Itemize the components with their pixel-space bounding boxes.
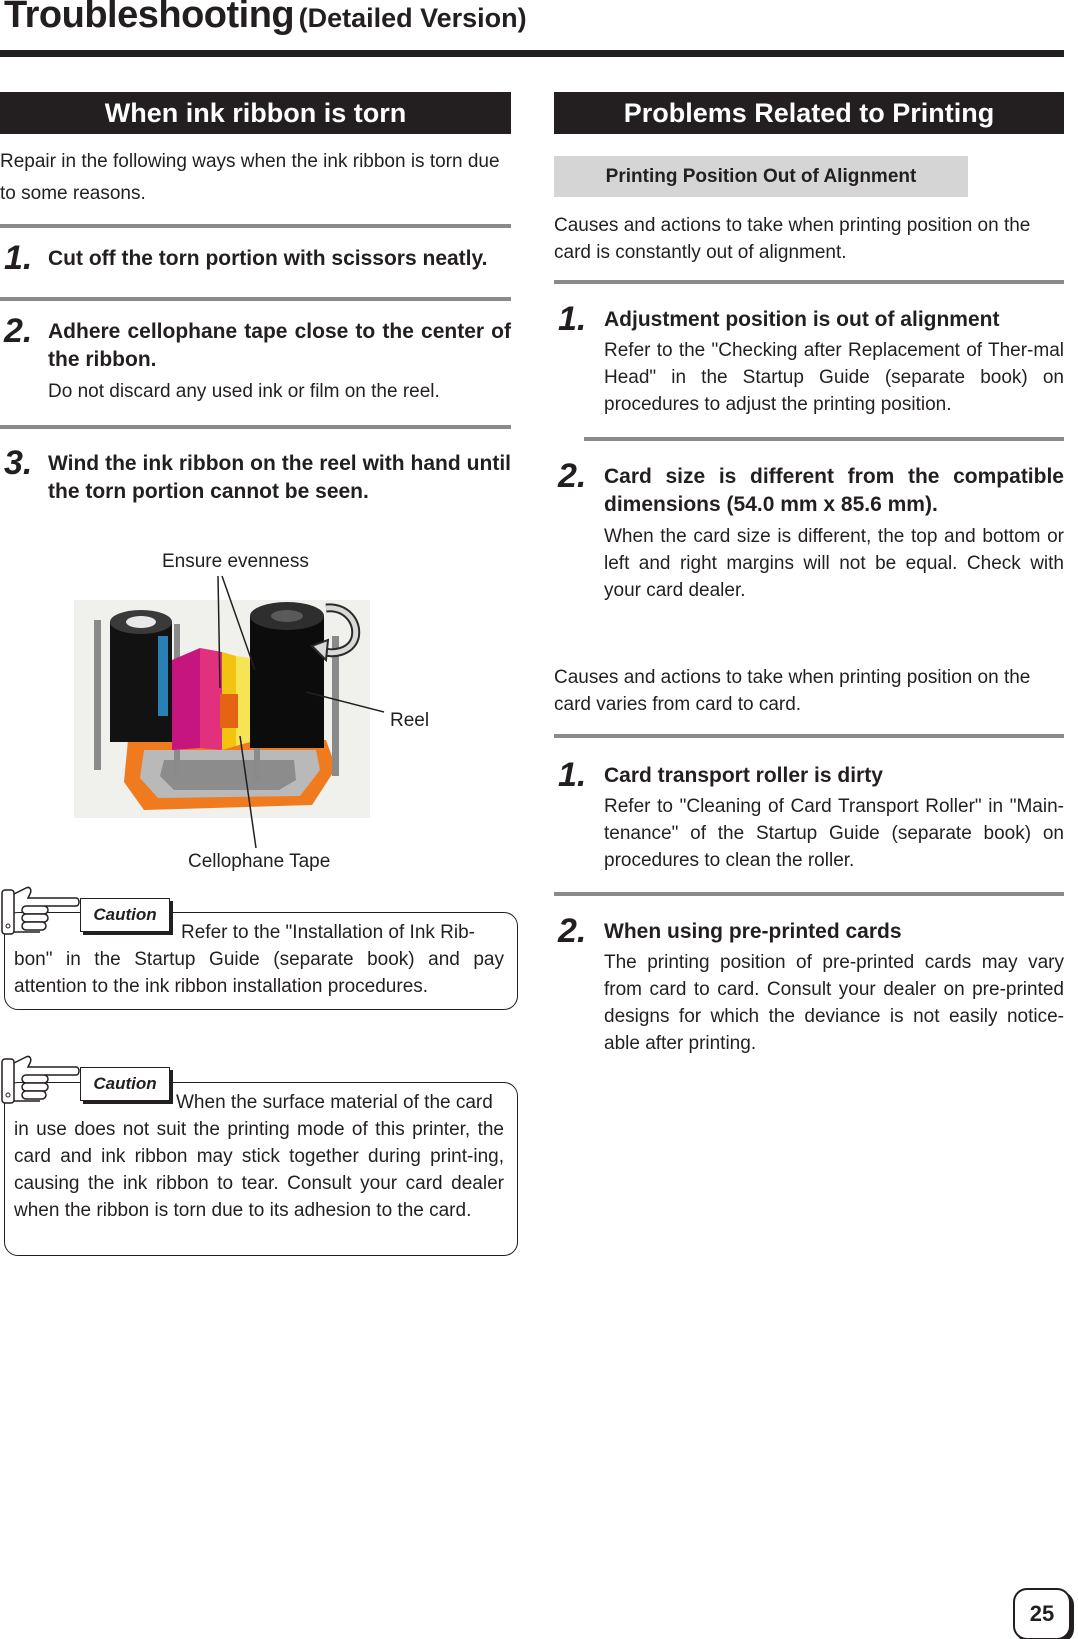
step-body: Refer to the "Checking after Replacement of Ther-mal Head" in the Startup Guide (separate book) on procedures to adjust the printing position.: [604, 340, 1064, 415]
step-body: Do not discard any used ink or film on the reel.: [48, 381, 440, 402]
intro-varying-misalignment: Causes and actions to take when printing position on the card varies from card to card.: [554, 667, 1031, 715]
pointing-hand-icon: [0, 1053, 82, 1111]
step-heading: Adhere cellophane tape close to the center of the ribbon.: [48, 320, 511, 371]
divider: [554, 280, 1064, 284]
step-heading: Cut off the torn portion with scissors neatly.: [48, 247, 488, 270]
step-heading: Wind the ink ribbon on the reel with hand until the torn portion cannot be seen.: [48, 452, 511, 503]
step-number: 1.: [558, 300, 587, 338]
label-cellophane-tape: Cellophane Tape: [188, 851, 331, 872]
intro-ribbon-torn: Repair in the following ways when the ink ribbon is torn due to some reasons.: [0, 151, 500, 204]
step-heading: Card size is different from the compatible dimensions (54.0 mm x 85.6 mm).: [604, 465, 1064, 516]
caution-2-first-line: When the surface material of the card: [176, 1092, 493, 1113]
step-number: 1.: [4, 239, 33, 277]
step-body: The printing position of pre-printed cards may vary from card to card. Consult your dealer on pre-printed designs for which the deviance is not easily notice-able after printing.: [604, 952, 1064, 1054]
page-number: 25: [1013, 1588, 1071, 1639]
subsection-title-alignment: Printing Position Out of Alignment: [554, 156, 968, 197]
caution-badge: Caution: [80, 898, 170, 932]
caution-1-first-line: Refer to the "Installation of Ink Rib-: [181, 922, 475, 943]
divider: [584, 437, 1064, 441]
step-number: 2.: [4, 312, 33, 350]
step-heading: Adjustment position is out of alignment: [604, 308, 1000, 331]
step-heading: Card transport roller is dirty: [604, 764, 883, 787]
caution-1-text: bon" in the Startup Guide (separate book) and pay attention to the ink ribbon installation procedures.: [14, 949, 504, 997]
step-body: Refer to "Cleaning of Card Transport Roller" in "Main-tenance" of the Startup Guide (separate book) on procedures to clean the roller.: [604, 796, 1064, 871]
step-heading: When using pre-printed cards: [604, 920, 902, 943]
section-title-ribbon-torn: When ink ribbon is torn: [0, 92, 511, 134]
step-number: 2.: [558, 457, 587, 495]
section-title-printing: Problems Related to Printing: [554, 92, 1064, 134]
caution-badge: Caution: [80, 1067, 170, 1101]
label-ensure-evenness: Ensure evenness: [162, 551, 309, 572]
step-body: When the card size is different, the top and bottom or left and right margins will not be equal. Check with your card dealer.: [604, 526, 1064, 601]
label-reel: Reel: [390, 710, 430, 731]
intro-constant-misalignment: Causes and actions to take when printing position on the card is constantly out of alignment.: [554, 215, 1031, 263]
page-title-sub: (Detailed Version): [298, 3, 527, 33]
caution-2-text: in use does not suit the printing mode of this printer, the card and ink ribbon may stick together during print-ing, causing the ink ribbon to tear. Consult your card dealer when the ribbon is torn due to its adhesion to the card.: [14, 1119, 504, 1221]
pointing-hand-icon: [0, 884, 82, 942]
step-number: 3.: [4, 444, 33, 482]
step-number: 1.: [558, 756, 587, 794]
divider: [554, 892, 1064, 896]
figure-leader-lines: [0, 0, 520, 880]
page-title-main: Troubleshooting: [4, 0, 295, 36]
step-number: 2.: [558, 912, 587, 950]
divider: [554, 734, 1064, 738]
